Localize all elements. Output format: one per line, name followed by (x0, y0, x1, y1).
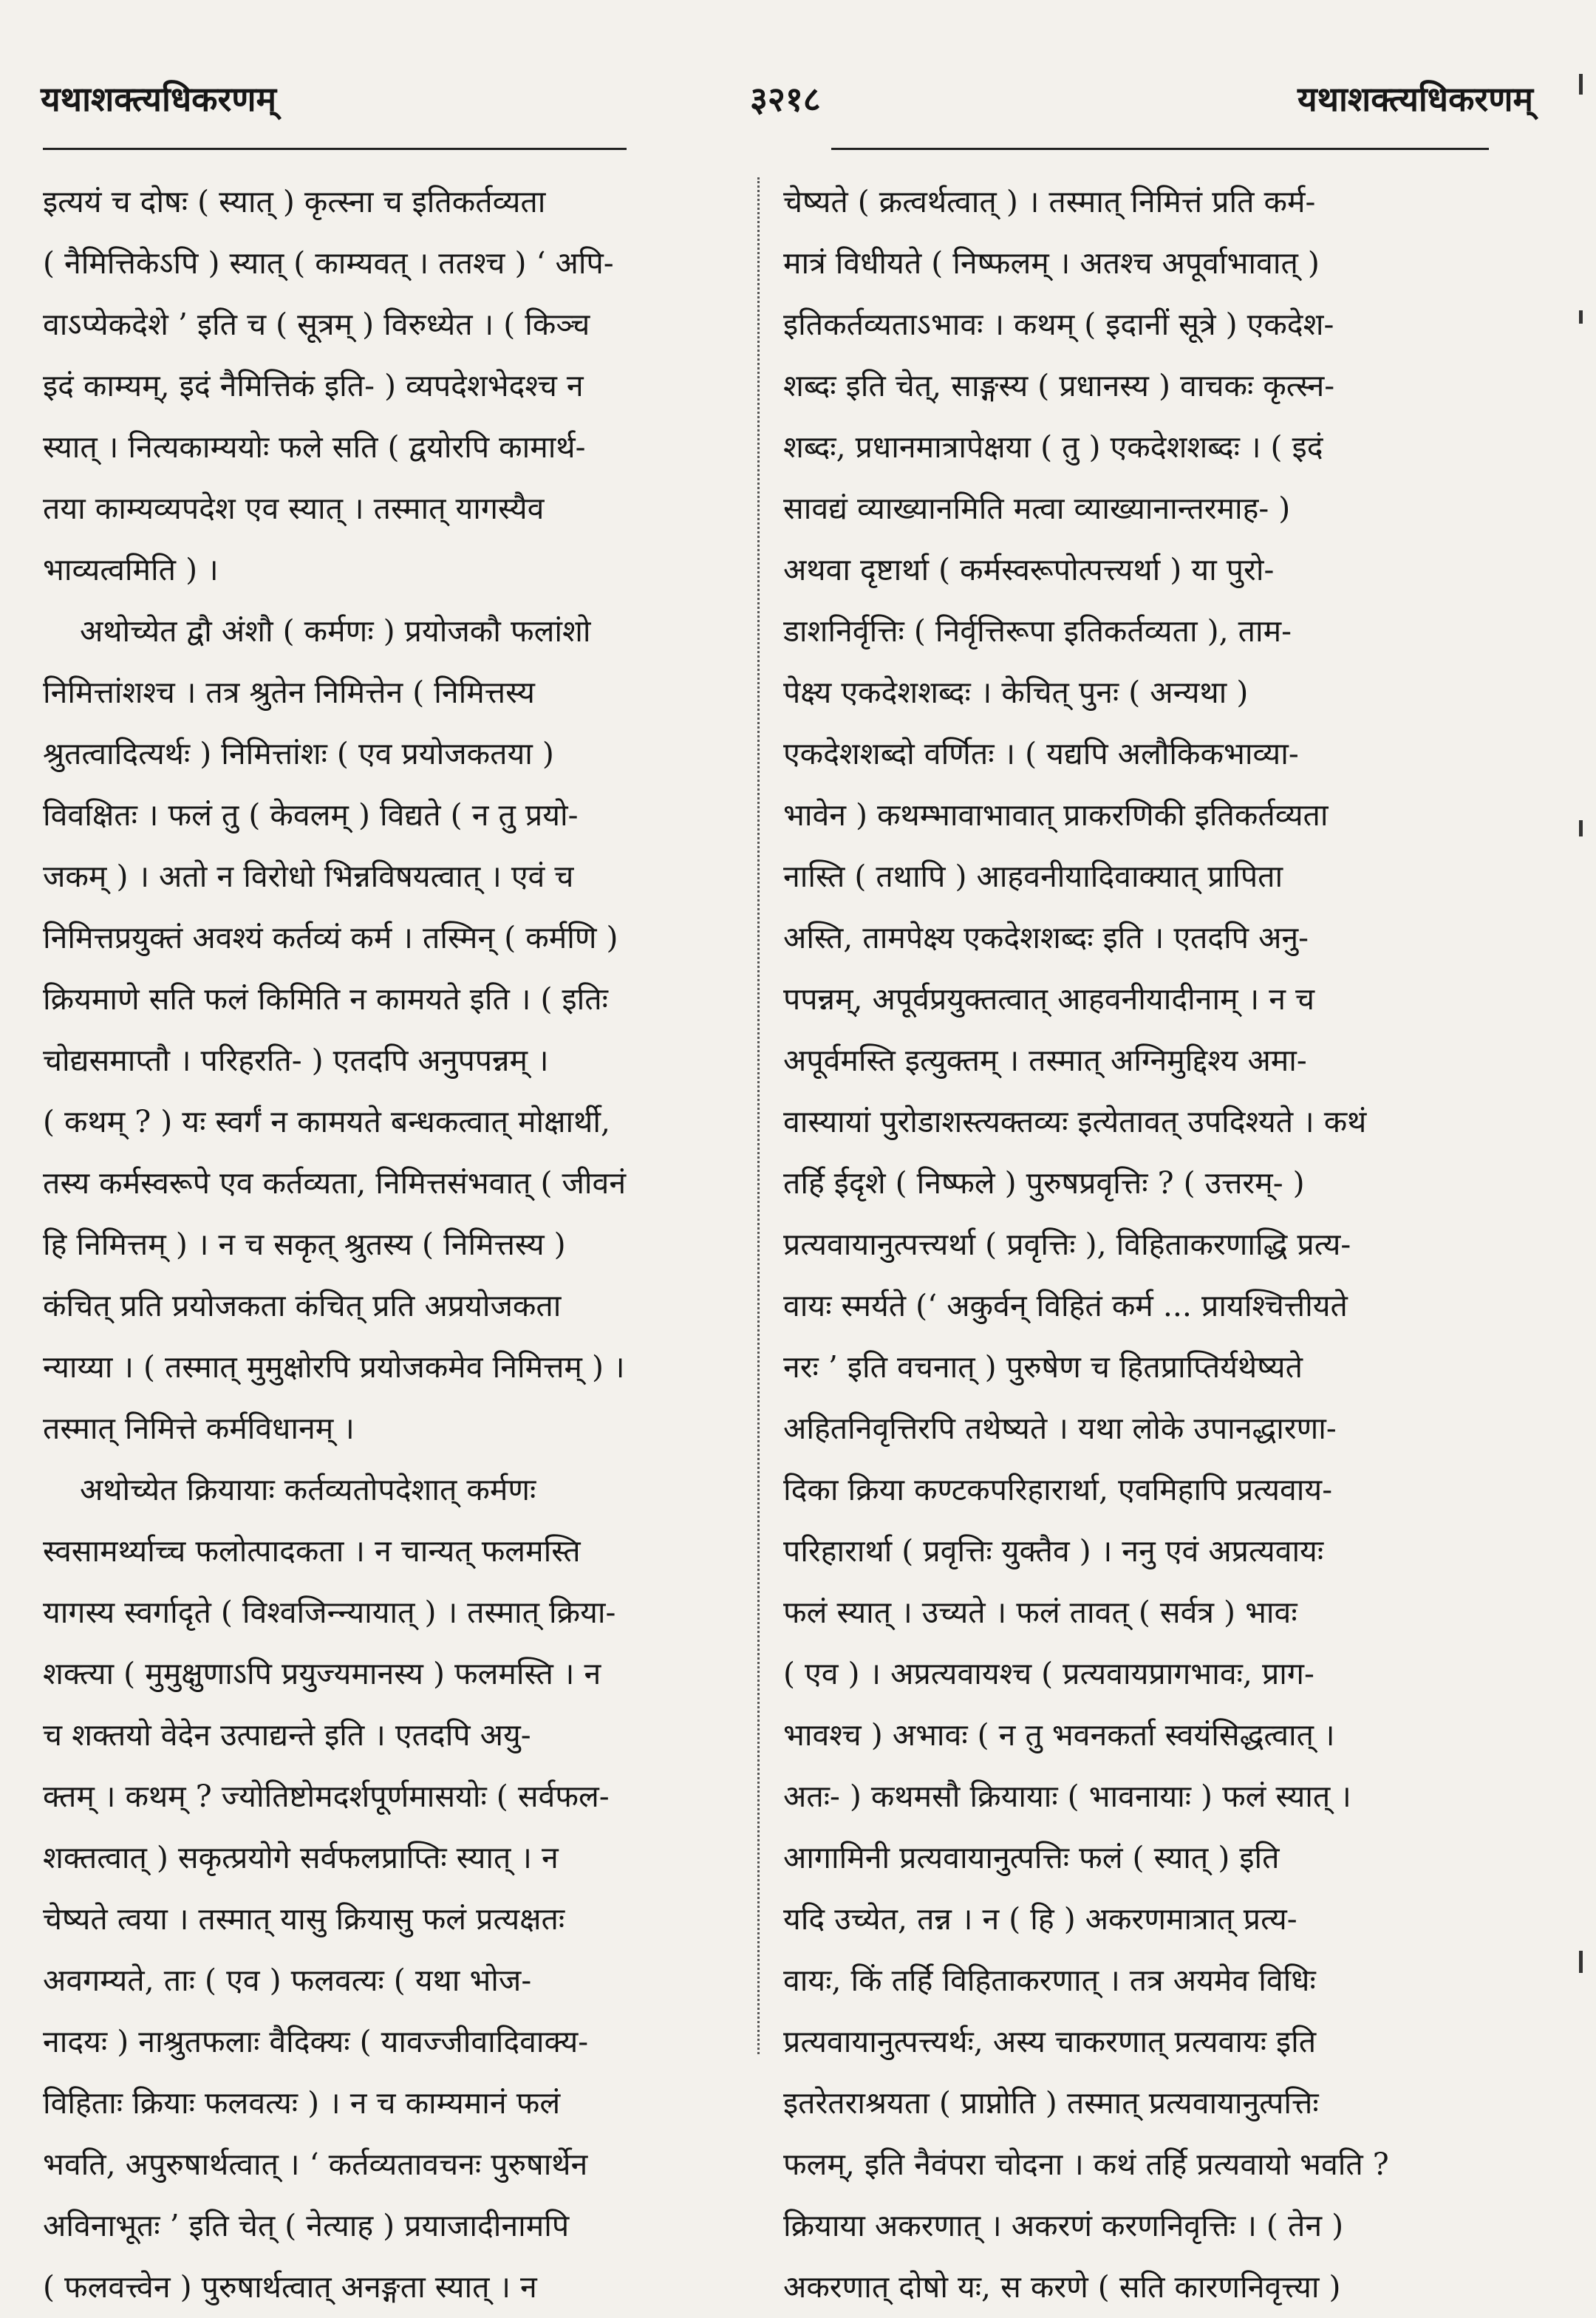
text-line: शब्दः, प्रधानमात्रापेक्षया ( तु ) एकदेशशब्दः । ( इदं (783, 429, 1323, 465)
text-line: तया काम्यव्यपदेश एव स्यात् । तस्मात् यागस्यैव (43, 491, 545, 526)
text-line: निमित्तप्रयुक्तं अवश्यं कर्तव्यं कर्म । तस्मिन् ( कर्मणि ) (43, 920, 618, 955)
text-line: पपन्नम्, अपूर्वप्रयुक्तत्वात् आहवनीयादीनाम् । न च (783, 981, 1315, 1017)
text-line: इतिकर्तव्यताऽभावः । कथम् ( इदानीं सूत्रे ) एकदेश- (783, 307, 1334, 342)
text-line: इदं काम्यम्, इदं नैमित्तिकं इति- ) व्यपदेशभेदश्च न (43, 368, 584, 403)
text-line: दिका क्रिया कण्टकपरिहारार्था, एवमिहापि प्रत्यवाय- (783, 1472, 1333, 1507)
text-line: ( कथम् ? ) यः स्वर्गं न कामयते बन्धकत्वात् मोक्षार्थी, (43, 1104, 611, 1139)
text-line: जकम् ) । अतो न विरोधो भिन्नविषयत्वात् । एवं च (43, 859, 574, 894)
text-line: स्वसामर्थ्याच्च फलोत्पादकता । न चान्यत् फलमस्ति (43, 1533, 581, 1569)
text-line: न्याय्या । ( तस्मात् मुमुक्षोरपि प्रयोजकमेव निमित्तम् ) । (43, 1349, 625, 1385)
text-line: क्तम् । कथम् ? ज्योतिष्टोमदर्शपूर्णमासयोः ( सर्वफल- (43, 1779, 610, 1814)
text-line: श्रुतत्वादित्यर्थः ) निमित्तांशः ( एव प्रयोजकतया ) (43, 736, 554, 771)
text-line: वायः स्मर्यते (‘ अकुर्वन् विहितं कर्म ... प्रायश्चित्तीयते (783, 1288, 1348, 1323)
column-divider (757, 177, 760, 2054)
running-title-right: यथाशक्त्यधिकरणम् (1297, 79, 1533, 119)
running-title-left: यथाशक्त्यधिकरणम् (41, 79, 277, 119)
text-line: ( नैमित्तिकेऽपि ) स्यात् ( काम्यवत् । ततश्च ) ‘ अपि- (43, 245, 614, 281)
text-line: यदि उच्येत, तन्न । न ( हि ) अकरणमात्रात् प्रत्य- (783, 1901, 1297, 1937)
text-line: अस्ति, तामपेक्ष्य एकदेशशब्दः इति । एतदपि अनु- (783, 920, 1309, 955)
left-column (43, 171, 737, 2318)
text-line: क्रियाया अकरणात् । अकरणं करणनिवृत्तिः । ( तेन ) (783, 2208, 1344, 2243)
margin-mark (1579, 820, 1583, 836)
text-line: नादयः ) नाश्रुतफलाः वैदिक्यः ( यावज्जीवादिवाक्य- (43, 2024, 589, 2059)
text-line: विवक्षितः । फलं तु ( केवलम् ) विद्यते ( न तु प्रयो- (43, 797, 579, 833)
text-line: अथोच्येत क्रियायाः कर्तव्यतोपदेशात् कर्मणः (80, 1472, 536, 1507)
text-line: आगामिनी प्रत्यवायानुत्पत्तिः फलं ( स्यात् ) इति (783, 1840, 1280, 1875)
text-line: च शक्तयो वेदेन उत्पाद्यन्ते इति । एतदपि अयु- (43, 1717, 531, 1753)
text-line: पेक्ष्य एकदेशशब्दः । केचित् पुनः ( अन्यथा ) (783, 675, 1249, 710)
text-line: फलम्, इति नैवंपरा चोदना । कथं तर्हि प्रत्यवायो भवति ? (783, 2147, 1389, 2182)
margin-mark (1579, 74, 1583, 95)
text-line: इतरेतराश्रयता ( प्राप्नोति ) तस्मात् प्रत्यवायानुत्पत्तिः (783, 2085, 1319, 2121)
text-line: विहिताः क्रियाः फलवत्यः ) । न च काम्यमानं फलं (43, 2085, 561, 2121)
text-line: यागस्य स्वर्गादृते ( विश्वजिन्न्यायात् ) । तस्मात् क्रिया- (43, 1595, 616, 1630)
header-rule-left (43, 148, 627, 150)
text-line: ( एव ) । अप्रत्यवायश्च ( प्रत्यवायप्रागभावः, प्राग- (783, 1656, 1314, 1691)
text-line: वायः, किं तर्हि विहिताकरणात् । तत्र अयमेव विधिः (783, 1963, 1316, 1998)
text-line: ( फलवत्त्वेन ) पुरुषार्थत्वात् अनङ्गता स्यात् । न (43, 2269, 537, 2305)
text-line: शक्त्या ( मुमुक्षुणाऽपि प्रयुज्यमानस्य ) फलमस्ति । न (43, 1656, 601, 1691)
text-line: सावद्यं व्याख्यानमिति मत्वा व्याख्यानान्तरमाह- ) (783, 491, 1291, 526)
text-line: वास्यायां पुरोडाशस्त्यक्तव्यः इत्येतावत् उपदिश्यते । कथं (783, 1104, 1367, 1139)
page-header (41, 65, 1533, 124)
text-line: क्रियमाणे सति फलं किमिति न कामयते इति । ( इतिः (43, 981, 608, 1017)
text-line: स्यात् । नित्यकाम्ययोः फले सति ( द्वयोरपि कामार्थ- (43, 429, 586, 465)
text-line: नरः ’ इति वचनात् ) पुरुषेण च हितप्राप्तिर्यथेष्यते (783, 1349, 1303, 1385)
text-line: वाऽप्येकदेशे ’ इति च ( सूत्रम् ) विरुध्येत । ( किञ्च (43, 307, 590, 342)
text-line: प्रत्यवायानुत्पत्त्यर्था ( प्रवृत्तिः ), विहिताकरणाद्धि प्रत्य- (783, 1227, 1351, 1262)
text-line: मात्रं विधीयते ( निष्फलम् । अतश्च अपूर्वाभावात् ) (783, 245, 1320, 281)
text-line: परिहारार्था ( प्रवृत्तिः युक्तैव ) । ननु एवं अप्रत्यवायः (783, 1533, 1324, 1569)
text-line: तस्मात् निमित्ते कर्मविधानम् । (43, 1411, 355, 1446)
text-line: चोद्यसमाप्तौ । परिहरति- ) एतदपि अनुपपन्नम् । (43, 1043, 549, 1078)
text-line: अथवा दृष्टार्था ( कर्मस्वरूपोत्पत्त्यर्था ) या पुरो- (783, 552, 1275, 587)
text-line: निमित्तांशश्च । तत्र श्रुतेन निमित्तेन ( निमित्तस्य (43, 675, 535, 710)
text-line: डाशनिर्वृत्तिः ( निर्वृत्तिरूपा इतिकर्तव्यता ), ताम- (783, 613, 1292, 649)
margin-mark (1579, 1951, 1583, 1973)
page-number: ३२१८ (750, 79, 821, 119)
text-line: भवति, अपुरुषार्थत्वात् । ‘ कर्तव्यतावचनः पुरुषार्थेन (43, 2147, 588, 2182)
text-line: नास्ति ( तथापि ) आहवनीयादिवाक्यात् प्रापिता (783, 859, 1283, 894)
text-line: फलं स्यात् । उच्यते । फलं तावत् ( सर्वत्र ) भावः (783, 1595, 1297, 1630)
text-line: भावेन ) कथम्भावाभावात् प्राकरणिकी इतिकर्तव्यता (783, 797, 1329, 833)
text-line: प्रत्यवायानुत्पत्त्यर्थः, अस्य चाकरणात् प्रत्यवायः इति (783, 2024, 1317, 2059)
text-line: चेष्यते त्वया । तस्मात् यासु क्रियासु फलं प्रत्यक्षतः (43, 1901, 565, 1937)
text-line: अवगम्यते, ताः ( एव ) फलवत्यः ( यथा भोज- (43, 1963, 532, 1998)
text-line: शक्तत्वात् ) सकृत्प्रयोगे सर्वफलप्राप्तिः स्यात् । न (43, 1840, 559, 1875)
text-line: अहितनिवृत्तिरपि तथेष्यते । यथा लोके उपानद्धारणा- (783, 1411, 1337, 1446)
text-line: एकदेशशब्दो वर्णितः । ( यद्यपि अलौकिकभाव्या- (783, 736, 1299, 771)
text-line: कंचित् प्रति प्रयोजकता कंचित् प्रति अप्रयोजकता (43, 1288, 562, 1323)
text-line: अथोच्येत द्वौ अंशौ ( कर्मणः ) प्रयोजकौ फलांशो (80, 613, 591, 649)
text-line: तस्य कर्मस्वरूपे एव कर्तव्यता, निमित्तसंभवात् ( जीवनं (43, 1165, 627, 1201)
margin-mark (1579, 310, 1583, 324)
text-line: भावश्च ) अभावः ( न तु भवनकर्ता स्वयंसिद्धत्वात् । (783, 1717, 1335, 1753)
text-line: अतः- ) कथमसौ क्रियायाः ( भावनायाः ) फलं स्यात् । (783, 1779, 1351, 1814)
text-line: अपूर्वमस्ति इत्युक्तम् । तस्मात् अग्निमुद्दिश्य अमा- (783, 1043, 1307, 1078)
text-line: इत्ययं च दोषः ( स्यात् ) कृत्स्ना च इतिकर्तव्यता (43, 184, 546, 219)
text-line: शब्दः इति चेत्, साङ्गस्य ( प्रधानस्य ) वाचकः कृत्स्न- (783, 368, 1335, 403)
text-line: हि निमित्तम् ) । न च सकृत् श्रुतस्य ( निमित्तस्य ) (43, 1227, 566, 1262)
text-line: भाव्यत्वमिति ) । (43, 552, 219, 587)
text-line: अविनाभूतः ’ इति चेत् ( नेत्याह ) प्रयाजादीनामपि (43, 2208, 570, 2243)
text-line: अकरणात् दोषो यः, स करणे ( सति कारणनिवृत्त्या ) (783, 2269, 1341, 2305)
right-column (783, 171, 1485, 2318)
text-line: चेष्यते ( क्रत्वर्थत्वात् ) । तस्मात् निमित्तं प्रति कर्म- (783, 184, 1316, 219)
header-rule-right (831, 148, 1489, 150)
text-line: तर्हि ईदृशे ( निष्फले ) पुरुषप्रवृत्तिः ? ( उत्तरम्- ) (783, 1165, 1305, 1201)
